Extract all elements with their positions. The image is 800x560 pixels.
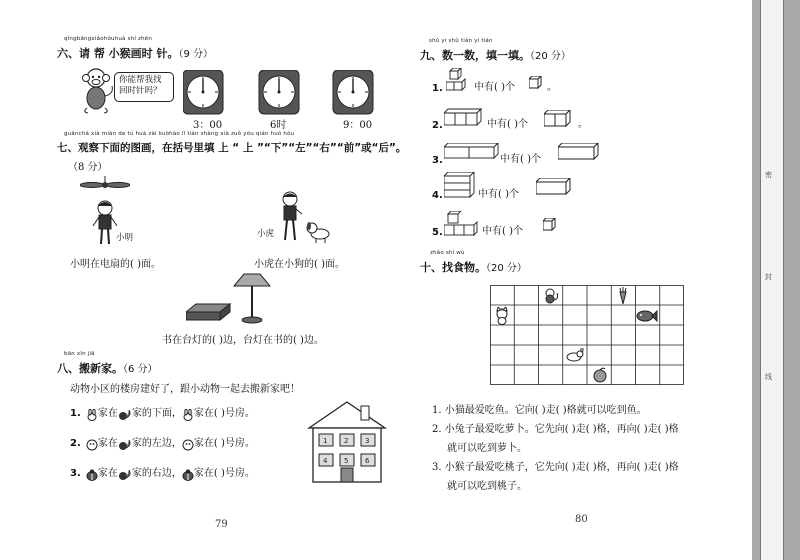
boy-xiaoming-icon — [93, 201, 117, 244]
prism-stack-icon — [444, 172, 476, 200]
cube-stack-1-icon — [446, 68, 472, 94]
clock-label-2: 6时 — [270, 120, 287, 131]
sec9-item-5 — [432, 220, 443, 239]
monkey-face-icon-2 — [182, 436, 194, 448]
rabbit-icon-2 — [182, 406, 194, 418]
peach-icon — [592, 367, 608, 383]
flat-prism-icon — [536, 178, 572, 196]
house-room-4: 4 — [323, 457, 328, 465]
sec9-item-1-text: 中有( )个 — [474, 82, 515, 93]
long-prism-icon — [558, 143, 600, 161]
sec10-points: （20 分） — [486, 263, 527, 274]
sec7-q1: 小明在电扇的( )面。 — [70, 259, 161, 270]
sec9-item-1-number: 1. — [432, 83, 443, 94]
ladybug-icon — [86, 466, 98, 478]
food-grid-lines — [490, 285, 684, 385]
sec8-item-2-c: 家在( )号房。 — [193, 438, 255, 449]
sec8-item-3-a: 家在 — [97, 468, 118, 479]
cube-row-3-icon — [444, 108, 486, 130]
sec10-pinyin: zhǎo shí wù — [430, 250, 465, 256]
speech-line-2: 回时针吗？ — [119, 86, 162, 96]
sec9-title — [420, 47, 571, 63]
sec8-item-3-c: 家在( )号房。 — [193, 468, 255, 479]
house-room-3: 3 — [365, 437, 370, 445]
boy-xiaohu-icon — [283, 192, 302, 240]
sec8-item-2-b: 家的左边， — [131, 438, 182, 449]
sec7-q3: 书在台灯的( )边，台灯在书的( )边。 — [162, 335, 324, 346]
clock-1 — [183, 70, 223, 114]
sec9-item-4-text: 中有( )个 — [478, 189, 519, 200]
sec9-pinyin: shǔ yi shǔ tián yi tián — [429, 38, 493, 44]
long-prism-row-icon — [444, 143, 500, 161]
binding-strip — [752, 0, 800, 560]
sec9-item-1 — [432, 76, 443, 95]
clock-3 — [333, 70, 373, 114]
sec10-q3-line1: 3. 小猴子最爱吃桃子，它先向( )走( )格，再向( )走( )格 — [432, 462, 679, 473]
speech-bubble — [114, 72, 174, 102]
sec9-item-2-end: 。 — [578, 119, 588, 130]
table-lamp-icon — [234, 274, 270, 323]
sec6-points: （9 分） — [178, 49, 214, 60]
sec8-item-2-a: 家在 — [97, 438, 118, 449]
label-xiaohu: 小虎 — [257, 229, 275, 239]
house-room-6: 6 — [365, 457, 370, 465]
rabbit-icon — [86, 406, 98, 418]
house-room-2: 2 — [344, 437, 349, 445]
label-xiaoming: 小明 — [116, 233, 134, 243]
sec7-pinyin: guānchá xià miàn de tú huà zài kuòhào lǐ tián shàng xià zuǒ yòu qián huò hòu — [64, 131, 295, 137]
sec9-item-4 — [432, 183, 443, 202]
sec7-points: （8 分） — [68, 162, 108, 173]
left-page-number: 79 — [215, 519, 228, 530]
squirrel-icon-2 — [118, 436, 132, 448]
clock-2 — [259, 70, 299, 114]
right-page-number: 80 — [575, 514, 588, 525]
book-icon — [186, 304, 230, 320]
cube-pair-icon — [544, 110, 576, 128]
sec9-item-5-number: 5. — [432, 227, 443, 238]
sec6-pinyin: qǐngbāngxiǎohóuhuà shí zhēn — [64, 36, 153, 42]
sec9-item-4-number: 4. — [432, 190, 443, 201]
sec10-q2-line2: 就可以吃到萝卜。 — [447, 443, 527, 454]
sec9-item-2-number: 2. — [432, 120, 443, 131]
monkey-illustration — [76, 66, 116, 114]
sec8-item-3 — [70, 461, 255, 480]
sec9-item-3 — [432, 148, 443, 167]
monkey-face-icon — [86, 436, 98, 448]
sec8-item-2-number: 2. — [70, 438, 81, 449]
food-grid — [490, 285, 684, 385]
strip-char-3: 线 — [765, 373, 772, 381]
sec8-title-text: 八、搬新家。 — [57, 362, 123, 375]
sec8-item-1 — [70, 401, 255, 420]
strip-char-2: 封 — [765, 273, 772, 281]
sec10-title — [420, 259, 527, 275]
house-room-1: 1 — [323, 437, 328, 445]
sec8-item-1-c: 家在( )号房。 — [193, 408, 255, 419]
cube-stack-5-icon — [444, 211, 480, 239]
sec7-title: 七、观察下面的图画，在括号里填 上 “ 上 ”“下”“左”“右”“前”或“后”。 — [57, 142, 407, 154]
sec8-item-3-number: 3. — [70, 468, 81, 479]
sec10-q3-line2: 就可以吃到桃子。 — [447, 481, 527, 492]
carrot-icon — [616, 287, 630, 305]
apartment-house-illustration — [305, 398, 389, 484]
sec10-q1: 1. 小猫最爱吃鱼。它向( )走( )格就可以吃到鱼。 — [432, 405, 647, 416]
sec9-item-1-end: 。 — [547, 82, 557, 93]
rabbit-grid-icon — [564, 348, 586, 362]
sec8-item-3-b: 家的右边， — [131, 468, 182, 479]
ceiling-fan-icon — [80, 176, 130, 188]
sec8-item-1-number: 1. — [70, 408, 81, 419]
sec9-points: （20 分） — [530, 51, 571, 62]
fish-icon — [636, 308, 658, 324]
squirrel-icon-3 — [118, 466, 132, 478]
sec9-item-5-text: 中有( )个 — [482, 226, 523, 237]
binding-strip-inner — [760, 0, 784, 560]
ladybug-icon-2 — [182, 466, 194, 478]
sec8-item-1-a: 家在 — [97, 408, 118, 419]
dog-icon — [307, 222, 329, 243]
sec9-title-text: 九、数一数，填一填。 — [420, 49, 530, 62]
clocks-row — [183, 70, 403, 120]
sec8-pinyin: bān xīn jiā — [64, 351, 95, 357]
speech-line-1: 你能帮我找 — [119, 75, 162, 85]
sec9-item-3-text: 中有( )个 — [500, 154, 541, 165]
sec10-q2-line1: 2. 小兔子最爱吃萝卜。它先向( )走( )格，再向( )走( )格 — [432, 424, 679, 435]
sec6-title — [57, 45, 213, 61]
sec8-item-1-b: 家的下面， — [131, 408, 182, 419]
sec7-q2: 小虎在小狗的( )面。 — [254, 259, 345, 270]
sec9-item-3-number: 3. — [432, 155, 443, 166]
sec9-item-2 — [432, 113, 443, 132]
sec6-title-text: 六、请 帮 小猴画时 针。 — [57, 47, 179, 60]
sec9-item-2-text: 中有( )个 — [487, 119, 528, 130]
sec8-item-2 — [70, 431, 255, 450]
sec8-points: （6 分） — [123, 364, 158, 375]
xiaohu-and-dog-illustration — [276, 190, 336, 246]
clock-label-3: 9：00 — [343, 120, 373, 131]
sec8-intro: 动物小区的楼房建好了，跟小动物一起去搬新家吧！ — [70, 384, 300, 395]
strip-char-1: 密 — [765, 171, 772, 179]
monkey-grid-icon — [542, 287, 560, 305]
sec10-title-text: 十、找食物。 — [420, 261, 486, 274]
squirrel-icon — [118, 406, 132, 418]
single-cube-icon-2 — [543, 218, 557, 232]
book-and-lamp-illustration — [186, 272, 286, 328]
cat-icon — [494, 307, 510, 325]
house-room-5: 5 — [344, 457, 349, 465]
sec8-title — [57, 360, 158, 376]
single-cube-icon — [529, 76, 543, 90]
clock-label-1: 3：00 — [193, 120, 223, 131]
